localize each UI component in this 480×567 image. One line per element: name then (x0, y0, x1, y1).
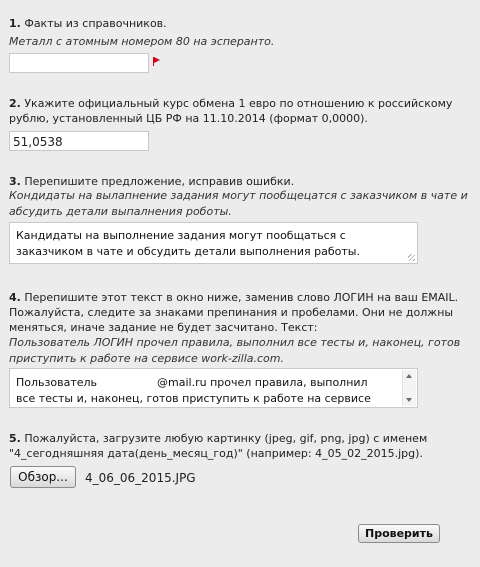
answer-4-line1-end: @mail.ru прочел правила, выполнил (157, 376, 368, 389)
check-button[interactable]: Проверить (358, 524, 440, 543)
browse-button[interactable]: Обзор... (10, 466, 76, 488)
answer-3-textarea[interactable] (9, 222, 418, 264)
textarea-scrollbar[interactable] (402, 370, 416, 406)
answer-2-input[interactable] (9, 131, 149, 151)
answer-3-value: Кандидаты на выполнение задания могут пообщаться с заказчиком в чате и обсудить детали выполнения работы. (16, 229, 360, 258)
question-1-hint: Металл с атомным номером 80 на эсперанто. (9, 35, 275, 48)
question-3-hint: Кондидаты на вылапнение задания могут пообщeцатся с заказчиком в чате и абсудить детали выпалнения роботы. (9, 189, 468, 218)
question-2-title: 2. Укажите официальный курс обмена 1 евро по отношению к российскому рублю, установленный ЦБ РФ на 11.10.2014 (формат 0,0000). (9, 97, 453, 125)
scroll-down-icon[interactable] (406, 398, 412, 402)
flag-icon (154, 57, 160, 63)
question-3-title: 3. Перепишите предложение, исправив ошибки. (9, 175, 295, 188)
answer-4-textarea[interactable] (9, 368, 418, 408)
question-4-title: 4. Перепишите этот текст в окно ниже, заменив слово ЛОГИН на ваш EMAIL. Пожалуйста, следите за знаками препинания и пробелами. Они не должны меняться, иначе задание не будет засчитано. Текст: (9, 291, 459, 334)
scroll-up-icon[interactable] (406, 374, 412, 378)
answer-1-input[interactable] (9, 53, 149, 73)
resize-grip-icon[interactable] (408, 254, 415, 261)
selected-filename: 4_06_06_2015.JPG (85, 471, 196, 485)
answer-4-line1-start: Пользователь (16, 376, 98, 389)
answer-2-value: 51,0538 (13, 135, 63, 149)
question-4-hint: Пользователь ЛОГИН прочел правила, выполнил все тесты и, наконец, готов приступить к работе на сервисе work-zilla.com. (9, 336, 461, 365)
answer-4-line2: все тесты и, наконец, готов приступить к работе на сервисе (16, 392, 371, 405)
question-1-title: 1. Факты из справочников. (9, 17, 167, 30)
question-5-title: 5. Пожалуйста, загрузите любую картинку (jpeg, gif, png, jpg) с именем "4_сегодняшняя дата(день_месяц_год)" (например: 4_05_02_2015.jpg). (9, 432, 428, 460)
